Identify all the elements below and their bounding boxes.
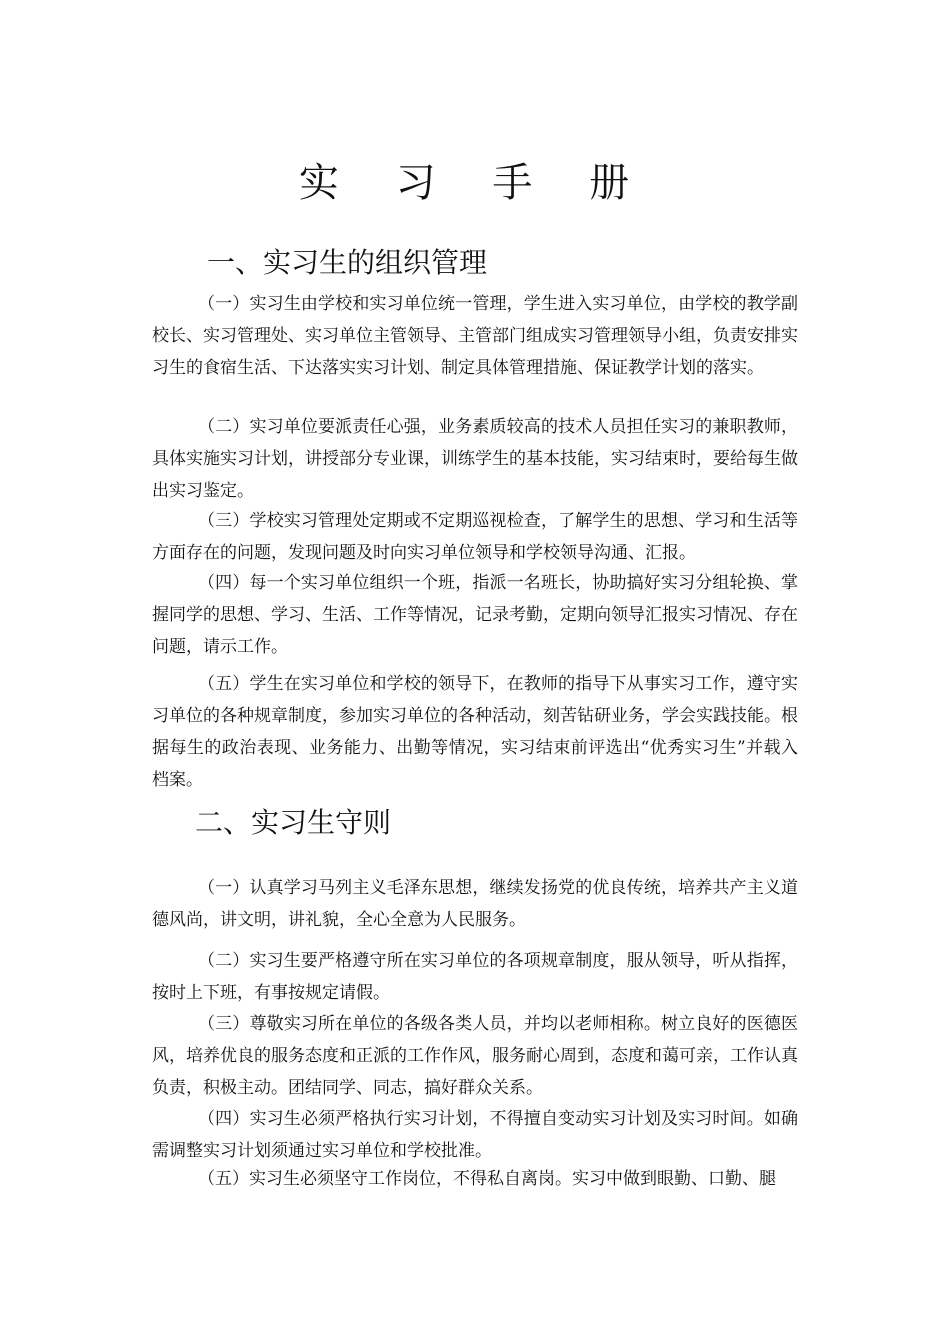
paragraph: （四）每一个实习单位组织一个班，指派一名班长，协助搞好实习分组轮换、掌握同学的思想、学习、生活、工作等情况，记录考勤，定期向领导汇报实习情况、存在问题，请示工作。 bbox=[152, 573, 798, 657]
paragraph: （二）实习单位要派责任心强，业务素质较高的技术人员担任实习的兼职教师，具体实施实习计划，讲授部分专业课，训练学生的基本技能，实习结束时，要给每生做出实习鉴定。 bbox=[152, 417, 798, 501]
paragraph: （四）实习生必须严格执行实习计划，不得擅自变动实习计划及实习时间。如确需调整实习计划须通过实习单位和学校批准。 bbox=[152, 1109, 798, 1161]
paragraph: （一）认真学习马列主义毛泽东思想，继续发扬党的优良传统，培养共产主义道德风尚，讲文明，讲礼貌，全心全意为人民服务。 bbox=[152, 878, 798, 930]
document-title: 实 习 手 册 bbox=[298, 160, 652, 206]
paragraph: （五）学生在实习单位和学校的领导下，在教师的指导下从事实习工作，遵守实习单位的各种规章制度，参加实习单位的各种活动，刻苦钻研业务，学会实践技能。根据每生的政治表现、业务能力、出勤等情况，实习结束前评选出“优秀实习生”并载入档案。 bbox=[152, 674, 798, 790]
paragraph: （一）实习生由学校和实习单位统一管理，学生进入实习单位，由学校的教学副校长、实习管理处、实习单位主管领导、主管部门组成实习管理领导小组，负责安排实习生的食宿生活、下达落实实习计划、制定具体管理措施、保证教学计划的落实。 bbox=[152, 294, 798, 378]
paragraph: （三）尊敬实习所在单位的各级各类人员，并均以老师相称。树立良好的医德医风，培养优良的服务态度和正派的工作作风，服务耐心周到，态度和蔼可亲，工作认真负责，积极主动。团结同学、同志，搞好群众关系。 bbox=[152, 1014, 798, 1098]
section-heading-rules: 二、实习生守则 bbox=[195, 806, 392, 839]
paragraph: （三）学校实习管理处定期或不定期巡视检查，了解学生的思想、学习和生活等方面存在的问题，发现问题及时向实习单位领导和学校领导沟通、汇报。 bbox=[152, 511, 798, 563]
section-heading-organization: 一、实习生的组织管理 bbox=[207, 246, 488, 279]
paragraph: （二）实习生要严格遵守所在实习单位的各项规章制度，服从领导，听从指挥，按时上下班，有事按规定请假。 bbox=[152, 951, 798, 1003]
paragraph: （五）实习生必须坚守工作岗位，不得私自离岗。实习中做到眼勤、口勤、腿 bbox=[198, 1169, 776, 1189]
